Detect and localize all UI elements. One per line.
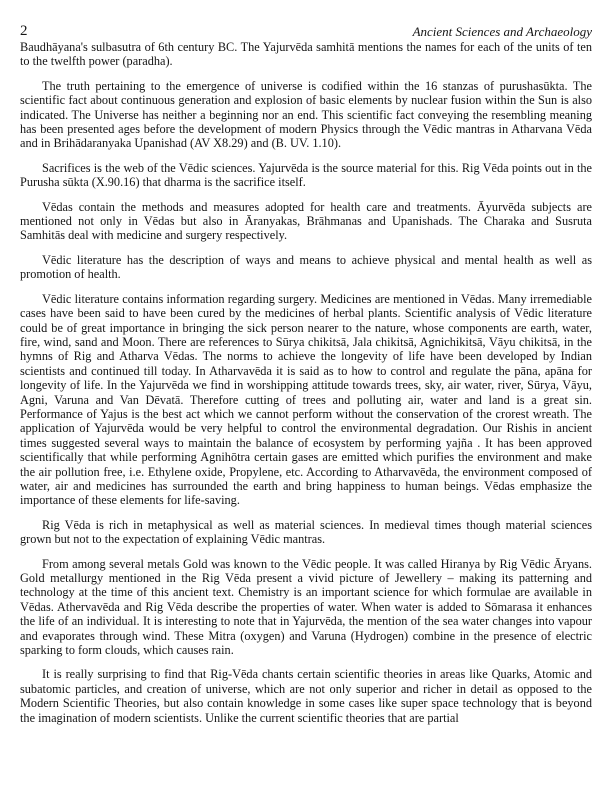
paragraph-sacrifices: Sacrifices is the web of the Vēdic sciences. Yajurvēda is the source material for this. Rig Vēda points out in the Purusha sūkta (X.90.16) that dharma is the sacrifice itself. [20,160,592,190]
paragraph-health-care: Vēdas contain the methods and measures adopted for health care and treatments. Āyurvēda subjects are mentioned not only in Vēdas but also in Āranyakas, Brāhmanas and Upanishads. The Charaka and Susruta Samhitās deal with medicine and surgery respectively. [20,199,592,243]
page-number: 2 [20,23,28,39]
paragraph-surgery: Vēdic literature contains information regarding surgery. Medicines are mentioned in Vēdas. Many irremediable cases have been said to have been cured by the medicines of herbal plants. Scientific analysis of Vēdic literature could be of great importance in bringing the sick person nearer to the nature, whose components are earth, water, fire, wind, sand and Moon. There are references to Sūrya chikitsā, Jala chikitsā, Agnichikitsā, Vāyu chikitsā, in the hymns of Rig and Atharva Vēdas. The norms to achieve the longevity of life have been developed by Indian scientists and continued till today. In Atharvavēda it is said as to how to control and regulate the pāna, apāna for longevity of life. In the Yajurvēda we find in worshipping attitude towards trees, sky, air water, river, Sūrya, Vāyu, Agni, Varuna and Van Dēvatā. Therefore cutting of trees and polluting air, water and land is a great sin. Performance of Yajus is the best act which we cannot perform without the conservation of the crorest wreath. The application of Yajurvēda would be very helpful to control the environmental degradation. Our Rishis in ancient times suggested several ways to maintain the balance of ecosystem by performing yajña . It has been approved scientifically that while performing Agnihōtra certain gases are emitted which purifies the environment and make the air pollution free, i.e. Ethylene oxide, Propylene, etc. According to Atharvavēda, the environment composed of water, air and medicines has surrounded the earth and bring happiness to human beings. Vēdas emphasize the importance of these elements for life-saving. [20,291,592,508]
body-text [20,40,592,725]
paragraph-mental-health: Vēdic literature has the description of ways and means to achieve physical and mental health as well as promotion of health. [20,252,592,282]
paragraph-metaphysical: Rig Vēda is rich in metaphysical as well as material sciences. In medieval times though material sciences grown but not to the expectation of explaining Vēdic mantras. [20,517,592,547]
paragraph-universe: The truth pertaining to the emergence of universe is codified within the 16 stanzas of purushasūkta. The scientific fact about continuous generation and explosion of basic elements by nuclear fusion within the Sun is also indicated. The Universe has neither a beginning nor an end. This scientific fact conveying the resembling meaning has been presented ages before the development of modern Physics through the Vēdic mantras in Atharvana Vēda and in Brihādaranyaka Upanishad (AV X8.29) and (B. UV. 1.10). [20,78,592,151]
paragraph-metals: From among several metals Gold was known to the Vēdic people. It was called Hiranya by Rig Vēdic Āryans. Gold metallurgy mentioned in the Rig Vēda present a vivid picture of Jewellery – making its patterning and technology at the time of this ancient text. Chemistry is an important science for which formulae are available in Vēdas. Athervavēda and Rig Vēda describe the properties of water. When water is added to Sōmarasa it enhances the life of an individual. It is interesting to note that in Yajurvēda, the mention of the sea water changes into vapour and evaporates through wind. These Mitra (oxygen) and Varuna (Hydrogen) combine in the presence of electric sparking to form clouds, which causes rain. [20,556,592,658]
paragraph-continued: Baudhāyana's sulbasutra of 6th century BC. The Yajurvēda samhitā mentions the names for each of the units of ten to the twelfth power (paradha). [20,40,592,69]
paragraph-theories: It is really surprising to find that Rig-Vēda chants certain scientific theories in areas like Quarks, Atomic and subatomic particles, and creation of universe, which are not only superior and richer in detail as opposed to the Modern Scientific Theories, but also contain knowledge in some cases like super space technology that is beyond the imagination of modern scientists. Unlike the current scientific theories that are partial [20,667,592,725]
running-head: Ancient Sciences and Archaeology [412,24,592,39]
page-header [20,0,592,40]
